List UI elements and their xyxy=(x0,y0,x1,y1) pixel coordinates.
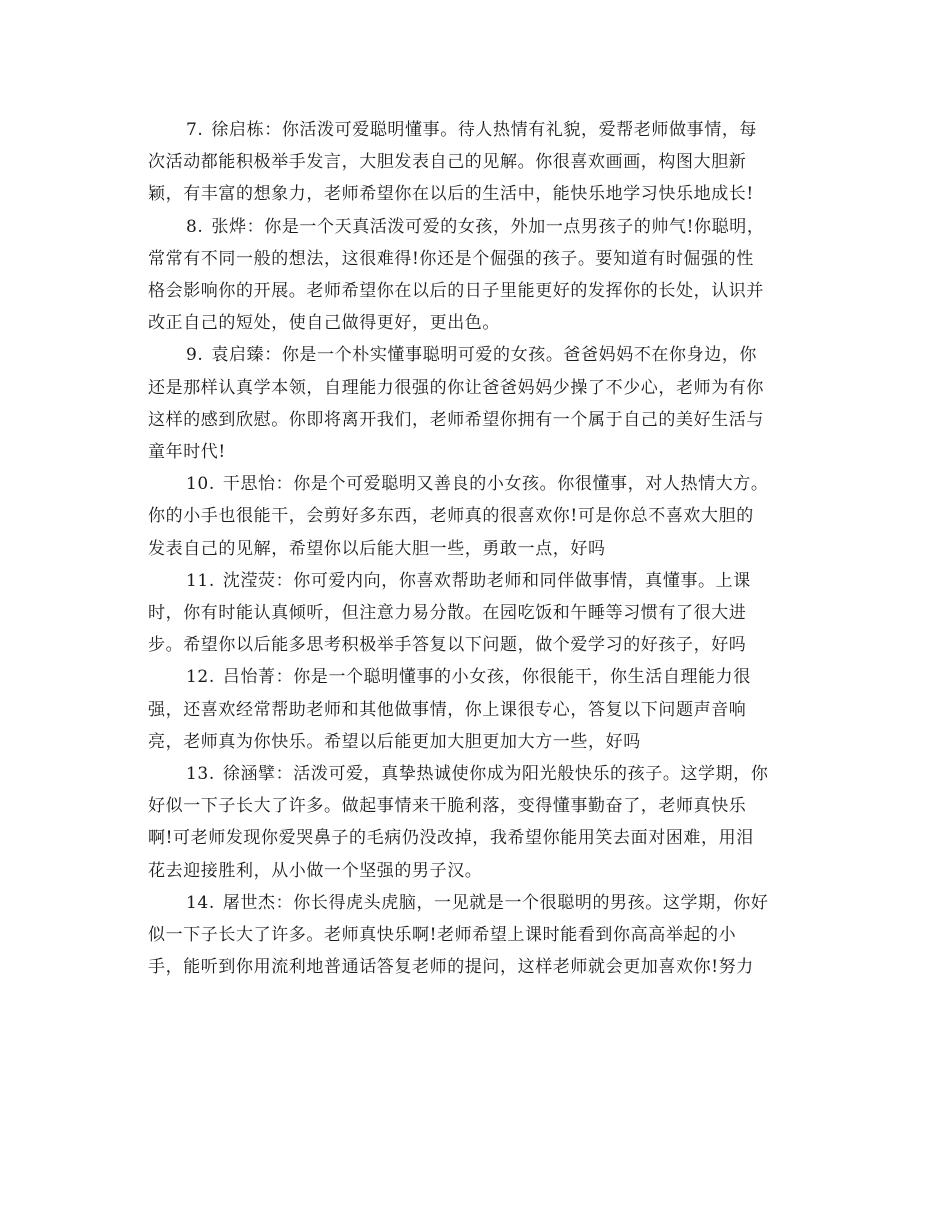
paragraph-number: 10. xyxy=(186,474,215,495)
paragraph-line: 好似一下子长大了许多。做起事情来干脆利落，变得懂事勤奋了，老师真快乐 xyxy=(148,796,747,817)
paragraph-line: 次活动都能积极举手发言，大胆发表自己的见解。你很喜欢画画，构图大胆新 xyxy=(148,152,747,173)
paragraph-line: 啊!可老师发现你爱哭鼻子的毛病仍没改掉，我希望你能用笑去面对困难，用泪 xyxy=(148,828,754,849)
paragraph-line: 张烨：你是一个天真活泼可爱的女孩，外加一点男孩子的帅气!你聪明， xyxy=(211,216,765,237)
paragraph-line: 强，还喜欢经常帮助老师和其他做事情，你上课很专心，答复以下问题声音响 xyxy=(148,699,747,720)
paragraph-line: 常常有不同一般的想法，这很难得!你还是个倔强的孩子。要知道有时倔强的性 xyxy=(148,248,754,269)
paragraph-8 xyxy=(148,211,804,340)
paragraph-line: 还是那样认真学本领，自理能力很强的你让爸爸妈妈少操了不少心，老师为有你 xyxy=(148,377,764,398)
paragraph-line: 屠世杰：你长得虎头虎脑，一见就是一个很聪明的男孩。这学期，你好 xyxy=(222,892,769,913)
paragraph-line: 干思怡：你是个可爱聪明又善良的小女孩。你很懂事，对人热情大方。 xyxy=(222,474,769,495)
paragraph-line: 童年时代! xyxy=(148,442,226,463)
paragraph-14 xyxy=(148,887,804,984)
document-body xyxy=(148,114,804,983)
paragraph-line: 似一下子长大了许多。老师真快乐啊!老师希望上课时能看到你高高举起的小 xyxy=(148,925,737,946)
paragraph-line: 改正自己的短处，使自己做得更好，更出色。 xyxy=(148,313,500,334)
paragraph-line: 格会影响你的开展。老师希望你在以后的日子里能更好的发挥你的长处，认识并 xyxy=(148,281,764,302)
paragraph-line: 颖，有丰富的想象力，老师希望你在以后的生活中，能快乐地学习快乐地成长! xyxy=(148,184,754,205)
paragraph-line: 花去迎接胜利，从小做一个坚强的男子汉。 xyxy=(148,860,483,881)
paragraph-line: 时，你有时能认真倾听，但注意力易分散。在园吃饭和午睡等习惯有了很大进 xyxy=(148,603,747,624)
paragraph-line: 这样的感到欣慰。你即将离开我们，老师希望你拥有一个属于自己的美好生活与 xyxy=(148,409,764,430)
paragraph-11 xyxy=(148,565,804,662)
paragraph-9 xyxy=(148,339,804,468)
paragraph-number: 9. xyxy=(186,345,204,366)
paragraph-number: 14. xyxy=(186,892,215,913)
paragraph-number: 13. xyxy=(186,764,215,785)
paragraph-line: 发表自己的见解，希望你以后能大胆一些，勇敢一点，好吗 xyxy=(148,538,606,559)
paragraph-12 xyxy=(148,661,804,758)
paragraph-number: 12. xyxy=(186,667,215,688)
paragraph-13 xyxy=(148,758,804,887)
paragraph-line: 吕怡菁：你是一个聪明懂事的小女孩，你很能干，你生活自理能力很 xyxy=(222,667,751,688)
paragraph-line: 你的小手也很能干，会剪好多东西，老师真的很喜欢你!可是你总不喜欢大胆的 xyxy=(148,506,754,527)
paragraph-line: 徐启栋：你活泼可爱聪明懂事。待人热情有礼貌，爱帮老师做事情，每 xyxy=(211,120,758,140)
paragraph-number: 7. xyxy=(186,120,204,140)
paragraph-number: 8. xyxy=(186,216,204,237)
paragraph-line: 手，能听到你用流利地普通话答复老师的提问，这样老师就会更加喜欢你!努力 xyxy=(148,957,754,978)
paragraph-number: 11. xyxy=(186,570,215,591)
paragraph-line: 亮，老师真为你快乐。希望以后能更加大胆更加大方一些，好吗 xyxy=(148,731,641,752)
paragraph-line: 沈滢荧：你可爱内向，你喜欢帮助老师和同伴做事情，真懂事。上课 xyxy=(222,570,751,591)
paragraph-10 xyxy=(148,468,804,565)
paragraph-7 xyxy=(148,114,804,211)
paragraph-line: 步。希望你以后能多思考积极举手答复以下问题，做个爱学习的好孩子，好吗 xyxy=(148,635,747,656)
paragraph-line: 徐涵擘：活泼可爱，真挚热诚使你成为阳光般快乐的孩子。这学期，你 xyxy=(222,764,769,785)
paragraph-line: 袁启臻：你是一个朴实懂事聪明可爱的女孩。爸爸妈妈不在你身边，你 xyxy=(211,345,758,366)
